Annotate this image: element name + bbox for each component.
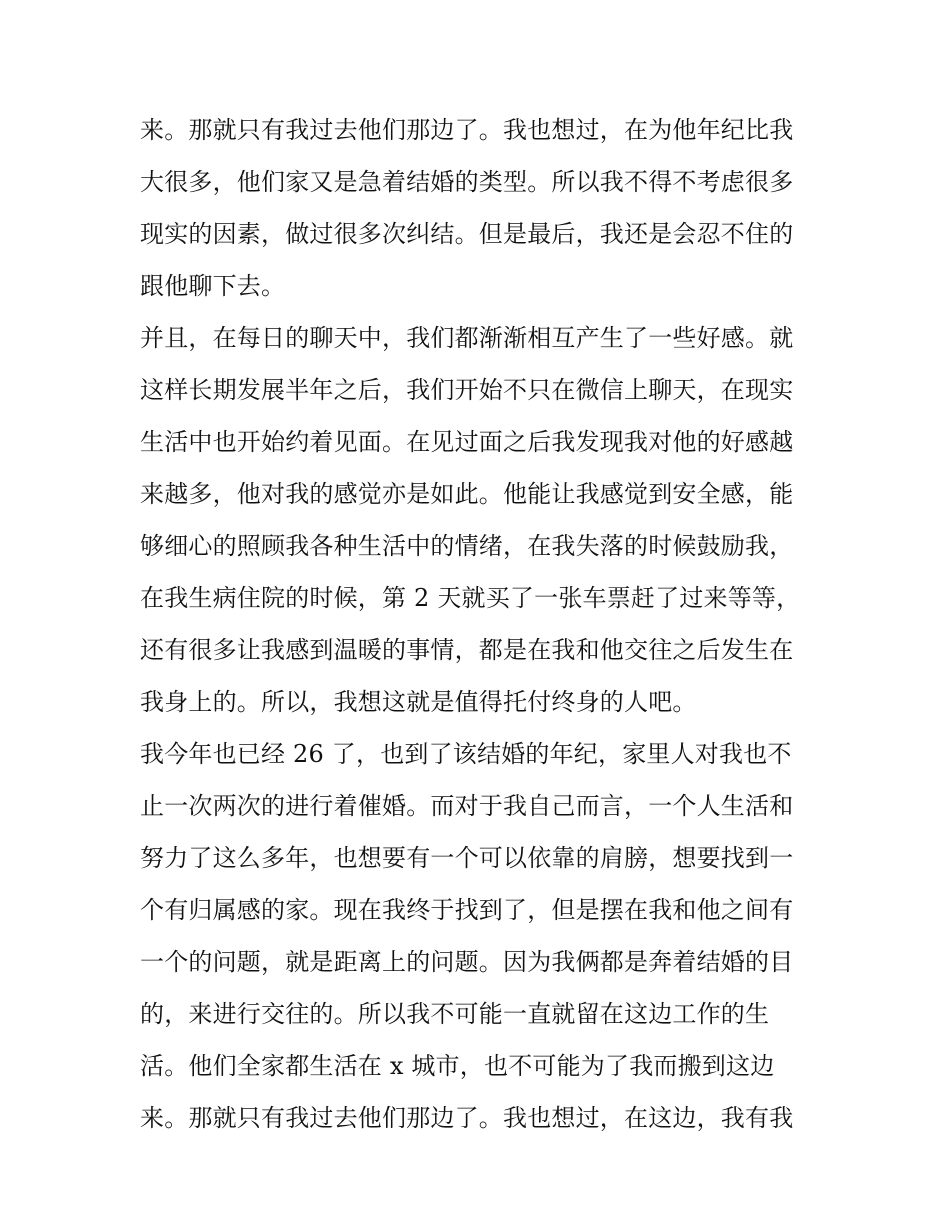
text-line: 大很多，他们家又是急着结婚的类型。所以我不得不考虑很多: [140, 168, 794, 196]
text-line: 够细心的照顾我各种生活中的情绪，在我失落的时候鼓励我，: [140, 532, 794, 560]
text-line: 来越多，他对我的感觉亦是如此。他能让我感觉到安全感，能: [140, 480, 794, 508]
text-line: 止一次两次的进行着催婚。而对于我自己而言，一个人生活和: [140, 792, 794, 820]
text-line: 并且，在每日的聊天中，我们都渐渐相互产生了一些好感。就: [140, 324, 794, 352]
text-line: 活。他们全家都生活在 x 城市，也不可能为了我而搬到这边: [140, 1052, 775, 1080]
text-line: 现实的因素，做过很多次纠结。但是最后，我还是会忍不住的: [140, 220, 794, 248]
text-line: 这样长期发展半年之后，我们开始不只在微信上聊天，在现实: [140, 376, 794, 404]
text-line: 我身上的。所以，我想这就是值得托付终身的人吧。: [140, 688, 697, 716]
text-line: 来。那就只有我过去他们那边了。我也想过，在这边，我有我: [140, 1104, 794, 1132]
text-line: 努力了这么多年，也想要有一个可以依靠的肩膀，想要找到一: [140, 844, 794, 872]
text-line: 跟他聊下去。: [140, 272, 286, 300]
document-body: [140, 104, 830, 1144]
text-line: 生活中也开始约着见面。在见过面之后我发现我对他的好感越: [140, 428, 794, 456]
text-line: 来。那就只有我过去他们那边了。我也想过，在为他年纪比我: [140, 116, 794, 144]
text-line: 在我生病住院的时候，第 2 天就买了一张车票赶了过来等等，: [140, 584, 801, 612]
text-line: 的，来进行交往的。所以我不可能一直就留在这边工作的生: [140, 1000, 770, 1028]
text-line: 个有归属感的家。现在我终于找到了，但是摆在我和他之间有: [140, 896, 794, 924]
text-line: 我今年也已经 26 了，也到了该结婚的年纪，家里人对我也不: [140, 740, 792, 768]
text-line: 一个的问题，就是距离上的问题。因为我俩都是奔着结婚的目: [140, 948, 794, 976]
text-line: 还有很多让我感到温暖的事情，都是在我和他交往之后发生在: [140, 636, 794, 664]
